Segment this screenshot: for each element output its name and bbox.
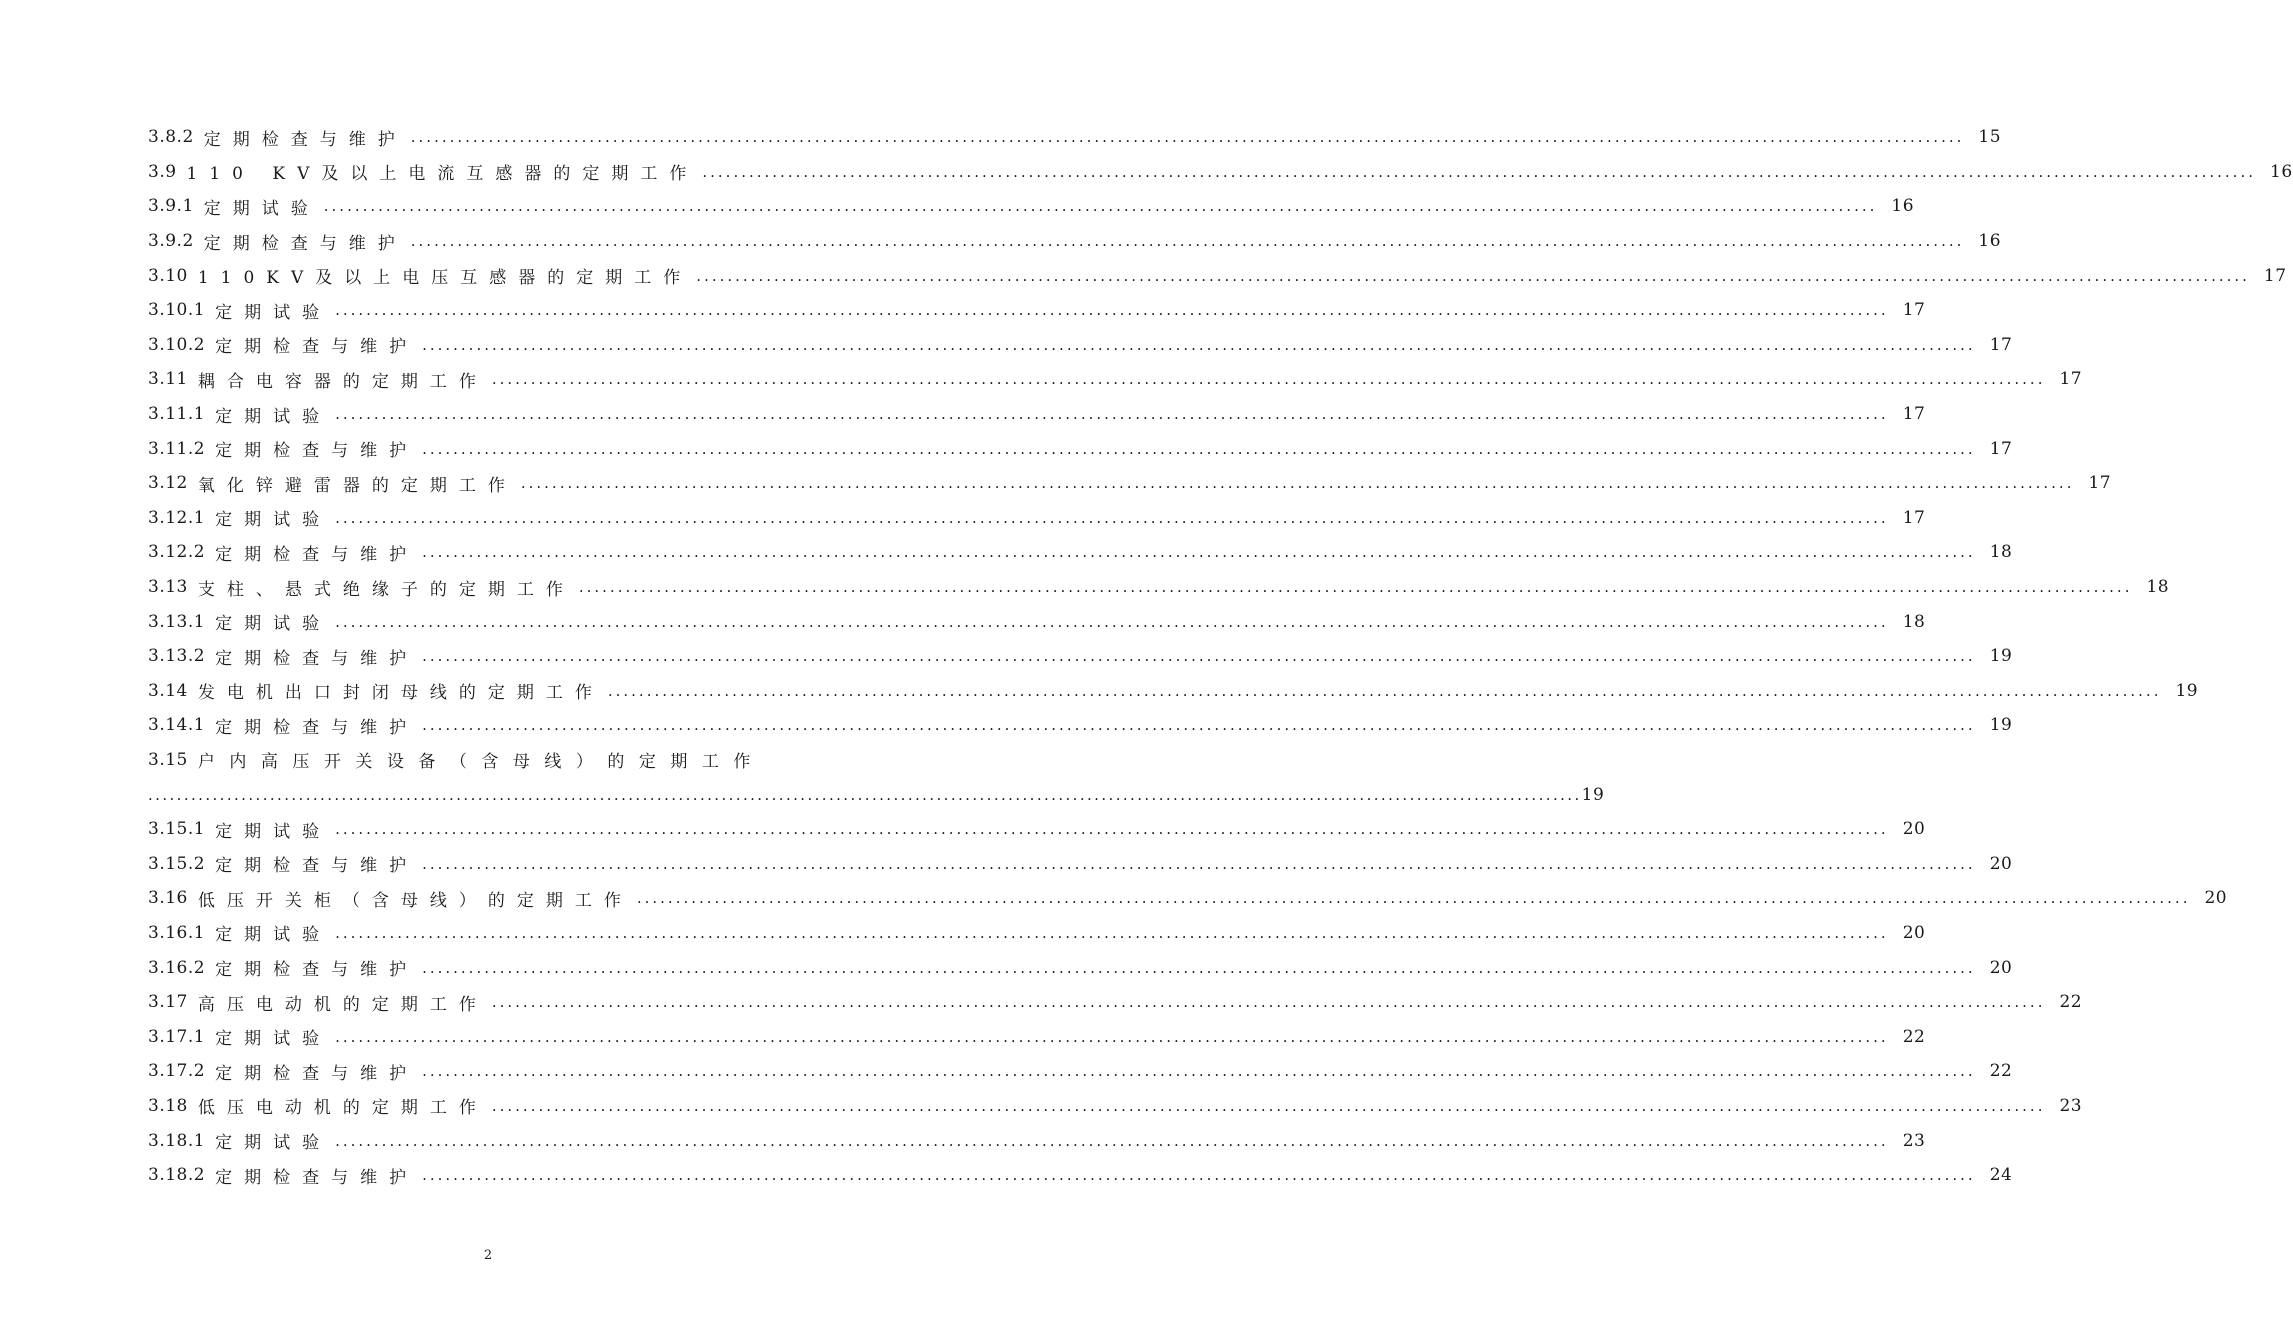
toc-leader-dots: ........................................................................................................................................................................................................	[422, 439, 1976, 458]
toc-leader-dots: ........................................................................................................................................................................................................	[148, 785, 1582, 804]
toc-leader-dots: ........................................................................................................................................................................................................	[491, 370, 2046, 389]
toc-entry[interactable]	[148, 916, 1926, 951]
toc-entry-page: 23	[1902, 1130, 1926, 1151]
toc-leader-dots: ........................................................................................................................................................................................................	[607, 681, 2162, 700]
toc-entry-page: 17	[1902, 507, 1926, 528]
page-number: 2	[483, 1248, 493, 1263]
toc-entry[interactable]	[148, 708, 2013, 743]
toc-leader-dots: ........................................................................................................................................................................................................	[410, 232, 1965, 251]
toc-entry-title: 定期检查与维护	[215, 717, 419, 738]
toc-leader-dots: ........................................................................................................................................................................................................	[696, 266, 2250, 285]
toc-entry-title: 定期检查与维护	[215, 856, 419, 877]
toc-entry-page: 17	[2263, 265, 2287, 286]
toc-leader-dots: ........................................................................................................................................................................................................	[335, 612, 1889, 631]
toc-entry-number: 3.17	[148, 992, 188, 1013]
toc-leader-dots: ........................................................................................................................................................................................................	[636, 889, 2191, 908]
toc-entry[interactable]	[148, 362, 2083, 397]
toc-entry-page: 17	[2059, 369, 2083, 390]
toc-entry-title: 定期检查与维护	[215, 544, 419, 565]
toc-entry[interactable]	[148, 812, 1926, 847]
toc-leader-dots: ........................................................................................................................................................................................................	[323, 197, 1878, 216]
toc-entry-number: 3.16.2	[148, 957, 206, 978]
toc-leader-dots: ........................................................................................................................................................................................................	[491, 993, 2046, 1012]
toc-entry-number: 3.10	[148, 265, 188, 286]
toc-entry-page: 24	[1989, 1165, 2013, 1186]
toc-entry-title: 低压电动机的定期工作	[197, 1098, 488, 1119]
toc-entry-page: 23	[2059, 1095, 2083, 1116]
toc-entry-page: 16	[2270, 161, 2293, 182]
toc-leader-dots: ........................................................................................................................................................................................................	[702, 162, 2256, 181]
toc-entry[interactable]	[148, 120, 2002, 155]
toc-entry-number: 3.12	[148, 473, 188, 494]
toc-entry[interactable]	[148, 328, 2013, 363]
toc-entry-number: 3.14	[148, 680, 188, 701]
toc-entry-title: 定期检查与维护	[215, 1167, 419, 1188]
toc-entry-title: 110 KV及以上电流互感器的定期工作	[186, 164, 699, 185]
toc-entry[interactable]	[148, 155, 2293, 190]
toc-entry-page: 16	[1891, 196, 1915, 217]
toc-entry[interactable]	[148, 466, 2112, 501]
toc-entry[interactable]	[148, 431, 2013, 466]
toc-entry-page: 19	[1989, 646, 2013, 667]
toc-entry-number: 3.18	[148, 1095, 188, 1116]
toc-entry-title: 定期检查与维护	[215, 337, 419, 358]
toc-entry-number: 3.9.1	[148, 196, 194, 217]
toc-entry-number: 3.13	[148, 577, 188, 598]
toc-leader-dots: ........................................................................................................................................................................................................	[422, 1062, 1976, 1081]
toc-entry-title: 定期试验	[215, 821, 332, 842]
toc-entry-title: 定期试验	[215, 510, 332, 531]
toc-leader-dots: ........................................................................................................................................................................................................	[335, 405, 1889, 424]
toc-leader-dots: ........................................................................................................................................................................................................	[410, 128, 1965, 147]
toc-leader-dots: ........................................................................................................................................................................................................	[335, 1131, 1889, 1150]
toc-entry-number: 3.8.2	[148, 127, 194, 148]
toc-entry-number: 3.15.2	[148, 853, 206, 874]
toc-leader-dots: ........................................................................................................................................................................................................	[422, 854, 1976, 873]
toc-entry[interactable]	[148, 1054, 2013, 1089]
toc-entry-number: 3.10.1	[148, 300, 206, 321]
toc-entry-title: 支柱、悬式绝缘子的定期工作	[197, 579, 575, 600]
toc-leader-dots: ........................................................................................................................................................................................................	[422, 647, 1976, 666]
toc-entry-page: 20	[1989, 853, 2013, 874]
toc-entry-title: 定期检查与维护	[203, 233, 407, 254]
toc-leader-dots: ........................................................................................................................................................................................................	[335, 1027, 1889, 1046]
toc-entry-number: 3.13.1	[148, 611, 206, 632]
toc-entry-title: 户内高压开关设备（含母线）的定期工作	[197, 752, 765, 773]
toc-entry-number: 3.13.2	[148, 646, 206, 667]
toc-entry-page: 17	[1989, 334, 2013, 355]
toc-entry[interactable]	[148, 881, 2228, 916]
toc-entry[interactable]	[148, 846, 2013, 881]
toc-entry-number: 3.17.1	[148, 1026, 206, 1047]
toc-entry[interactable]	[148, 639, 2013, 674]
toc-entry-page: 17	[1902, 300, 1926, 321]
toc-entry-page: 17	[1989, 438, 2013, 459]
toc-leader-dots: ........................................................................................................................................................................................................	[422, 543, 1976, 562]
toc-leader-dots: ........................................................................................................................................................................................................	[422, 958, 1976, 977]
toc-entry-number: 3.11	[148, 369, 188, 390]
toc-entry-page: 20	[2204, 888, 2228, 909]
toc-entry-number: 3.14.1	[148, 715, 206, 736]
toc-entry-title: 发电机出口封闭母线的定期工作	[197, 683, 604, 704]
toc-entry-title: 定期试验	[215, 1029, 332, 1050]
toc-leader-dots: ........................................................................................................................................................................................................	[491, 1096, 2046, 1115]
toc-leader-dots: ........................................................................................................................................................................................................	[335, 923, 1889, 942]
toc-entry-continuation	[148, 777, 1605, 812]
toc-entry[interactable]	[148, 397, 1926, 432]
toc-entry-title: 耦合电容器的定期工作	[197, 371, 488, 392]
toc-entry[interactable]	[148, 535, 2013, 570]
toc-entry-number: 3.11.2	[148, 438, 206, 459]
toc-entry-title: 定期检查与维护	[215, 1063, 419, 1084]
toc-entry[interactable]	[148, 950, 2013, 985]
toc-entry-title: 定期试验	[215, 406, 332, 427]
toc-entry-number: 3.10.2	[148, 334, 206, 355]
toc-entry[interactable]	[148, 224, 2002, 259]
toc-entry-page: 22	[1989, 1061, 2013, 1082]
toc-entry-title: 定期试验	[215, 614, 332, 635]
toc-entry-page: 19	[1581, 784, 1605, 805]
toc-leader-dots: ........................................................................................................................................................................................................	[422, 716, 1976, 735]
toc-entry-title: 定期试验	[203, 198, 320, 219]
toc-entry-page: 17	[1902, 404, 1926, 425]
toc-entry[interactable]	[148, 743, 790, 778]
toc-entry-title: 定期试验	[215, 925, 332, 946]
toc-entry-number: 3.18.1	[148, 1130, 206, 1151]
toc-entry[interactable]	[148, 674, 2199, 709]
toc-entry-number: 3.18.2	[148, 1165, 206, 1186]
toc-leader-dots: ........................................................................................................................................................................................................	[422, 1166, 1976, 1185]
toc-entry-number: 3.11.1	[148, 404, 206, 425]
toc-entry-page: 18	[2146, 577, 2170, 598]
toc-entry-page: 20	[1902, 922, 1926, 943]
toc-entry-number: 3.12.1	[148, 507, 206, 528]
toc-entry-title: 定期试验	[215, 302, 332, 323]
toc-leader-dots: ........................................................................................................................................................................................................	[520, 474, 2075, 493]
toc-entry-number: 3.15.1	[148, 819, 206, 840]
toc-leader-dots: ........................................................................................................................................................................................................	[335, 301, 1889, 320]
toc-leader-dots: ........................................................................................................................................................................................................	[335, 508, 1889, 527]
toc-entry-page: 15	[1978, 127, 2002, 148]
toc-leader-dots: ........................................................................................................................................................................................................	[422, 335, 1976, 354]
toc-entry-title: 定期检查与维护	[215, 648, 419, 669]
toc-entry[interactable]	[148, 293, 1926, 328]
toc-entry[interactable]	[148, 189, 1915, 224]
toc-entry-title: 定期检查与维护	[215, 960, 419, 981]
toc-entry-page: 18	[1989, 542, 2013, 563]
table-of-contents	[148, 120, 2293, 1192]
toc-entry-number: 3.9	[148, 161, 177, 182]
toc-entry[interactable]	[148, 258, 2287, 293]
toc-entry-number: 3.16	[148, 888, 188, 909]
toc-entry[interactable]	[148, 1089, 2083, 1124]
toc-entry-page: 17	[2088, 473, 2112, 494]
toc-entry-page: 16	[1978, 231, 2002, 252]
toc-entry-number: 3.16.1	[148, 922, 206, 943]
toc-entry-page: 20	[1989, 957, 2013, 978]
toc-entry[interactable]	[148, 604, 1926, 639]
toc-entry-title: 氧化锌避雷器的定期工作	[197, 475, 517, 496]
toc-entry-title: 110KV及以上电压互感器的定期工作	[197, 268, 693, 289]
toc-entry-number: 3.17.2	[148, 1061, 206, 1082]
toc-entry-page: 19	[1989, 715, 2013, 736]
toc-entry-number: 3.12.2	[148, 542, 206, 563]
toc-entry-page: 22	[2059, 992, 2083, 1013]
toc-entry-title: 定期试验	[215, 1133, 332, 1154]
toc-entry[interactable]	[148, 1123, 1926, 1158]
toc-entry-number: 3.15	[148, 749, 188, 770]
toc-entry-page: 19	[2175, 680, 2199, 701]
toc-leader-dots: ........................................................................................................................................................................................................	[578, 578, 2133, 597]
toc-entry-title: 定期检查与维护	[215, 441, 419, 462]
toc-entry-page: 18	[1902, 611, 1926, 632]
toc-entry-title: 定期检查与维护	[203, 129, 407, 150]
toc-entry[interactable]	[148, 1019, 1926, 1054]
toc-entry[interactable]	[148, 1158, 2013, 1193]
toc-entry[interactable]	[148, 501, 1926, 536]
toc-entry[interactable]	[148, 985, 2083, 1020]
toc-entry-number: 3.9.2	[148, 231, 194, 252]
toc-leader-dots: ........................................................................................................................................................................................................	[335, 820, 1889, 839]
toc-entry-page: 22	[1902, 1026, 1926, 1047]
toc-entry-title: 高压电动机的定期工作	[197, 994, 488, 1015]
toc-entry-title: 低压开关柜（含母线）的定期工作	[197, 890, 633, 911]
toc-entry[interactable]	[148, 570, 2170, 605]
toc-entry-page: 20	[1902, 819, 1926, 840]
